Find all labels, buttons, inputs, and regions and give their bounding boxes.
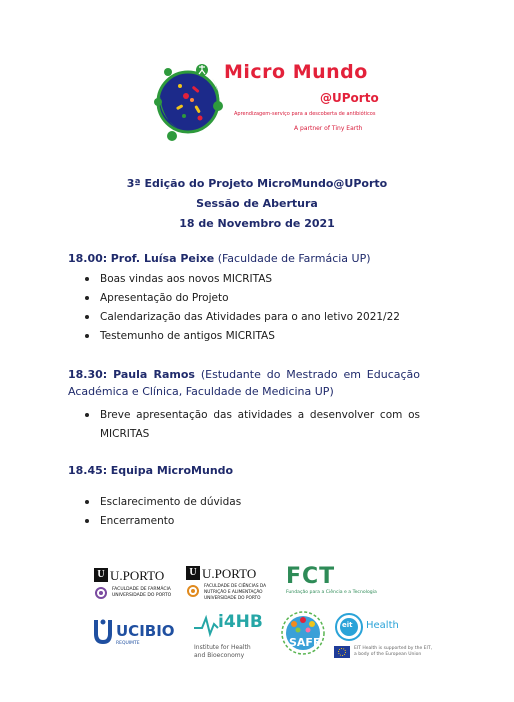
brand-tagline: Aprendizagem-serviço para a descoberta de antibióticos [234,111,376,117]
fct-logo [286,566,382,602]
list-item: Encerramento [68,512,420,531]
uporto-nutrition-logo [186,566,276,606]
agenda-affiliation: (Faculdade de Farmácia UP) [217,252,371,265]
uporto-nutrition-line3: UNIVERSIDADE DO PORTO [204,596,261,601]
i4hb-line2: and Bioeconomy [194,652,245,659]
uporto-pharmacy-logo [94,568,184,604]
event-title: 3ª Edição do Projeto MicroMundo@UPorto [126,177,388,190]
nutrition-emblem-icon [186,584,200,598]
i4hb-line1: Institute for Health [194,644,251,651]
agenda-list [68,493,420,531]
eit-badge-text: eit [342,621,353,629]
safe-emblem-icon [280,608,326,662]
agenda-heading [68,366,420,400]
agenda-speaker: Paula Ramos [113,368,195,381]
agenda-item [68,366,420,444]
uporto-name: U.PORTO [202,566,257,581]
eu-flag-icon [334,646,350,658]
list-item: Calendarização das Atividades para o ano letivo 2021/22 [68,308,420,327]
safe-logo [280,608,326,662]
agenda-speaker: Equipa MicroMundo [110,464,234,477]
agenda-time: 18.00: [68,252,108,265]
agenda-list [68,270,420,346]
uporto-badge-icon: U [94,568,108,582]
micromundo-logo [150,56,390,148]
agenda-heading [68,462,420,479]
uporto-badge-icon: U [186,566,200,580]
agenda-heading [68,250,420,267]
agenda-speaker: Prof. Luísa Peixe [110,252,215,265]
brand-location: @UPorto [320,91,379,105]
fct-name: FCT [286,564,336,589]
list-item: Esclarecimento de dúvidas [68,493,420,512]
i4hb-logo [192,612,278,666]
agenda-item [68,250,420,346]
uporto-name: U.PORTO [110,568,165,583]
list-item: Breve apresentação das atividades a desenvolver com os MICRITAS [68,406,420,444]
list-item: Apresentação do Projeto [68,289,420,308]
eit-line1: EIT Health is supported by the EIT, [354,646,433,651]
uporto-pharmacy-line1: FACULDADE DE FARMÁCIA [112,587,171,592]
agenda-item [68,462,420,531]
i4hb-name: i4HB [218,612,263,632]
ucibio-name: UCIBIO [116,622,175,640]
brand-name: Micro Mundo [224,61,368,83]
list-item: Testemunho de antigos MICRITAS [68,327,420,346]
pharmacy-emblem-icon [94,586,108,600]
ucibio-logo [92,616,178,652]
list-item: Boas vindas aos novos MICRITAS [68,270,420,289]
uporto-nutrition-line1: FACULDADE DE CIÊNCIAS DA [204,584,267,589]
event-date: 18 de Novembro de 2021 [179,217,335,230]
fct-line1: Fundação para a Ciência e a Tecnologia [286,590,377,595]
agenda-time: 18.30: [68,368,108,381]
globe-icon [150,56,230,148]
agenda-list [68,406,420,444]
brand-partner: A partner of Tiny Earth [294,125,363,132]
event-titles [0,174,514,234]
event-subtitle: Sessão de Abertura [196,197,318,210]
ucibio-line1: REQUIMTE [116,641,140,646]
agenda-time: 18.45: [68,464,108,477]
agenda-affiliation: (Estudante do Mestrado em Educação Académica e Clínica, Faculdade de Medicina UP) [68,368,420,398]
eit-name: Health [366,620,399,631]
uporto-nutrition-line2: NUTRIÇÃO E ALIMENTAÇÃO [204,590,263,595]
uporto-pharmacy-line2: UNIVERSIDADE DO PORTO [112,593,172,598]
eit-health-logo [334,612,434,664]
safe-name: SAFE [289,636,321,649]
ucibio-emblem-icon [92,616,114,646]
eit-line2: a body of the European Union [354,652,422,657]
